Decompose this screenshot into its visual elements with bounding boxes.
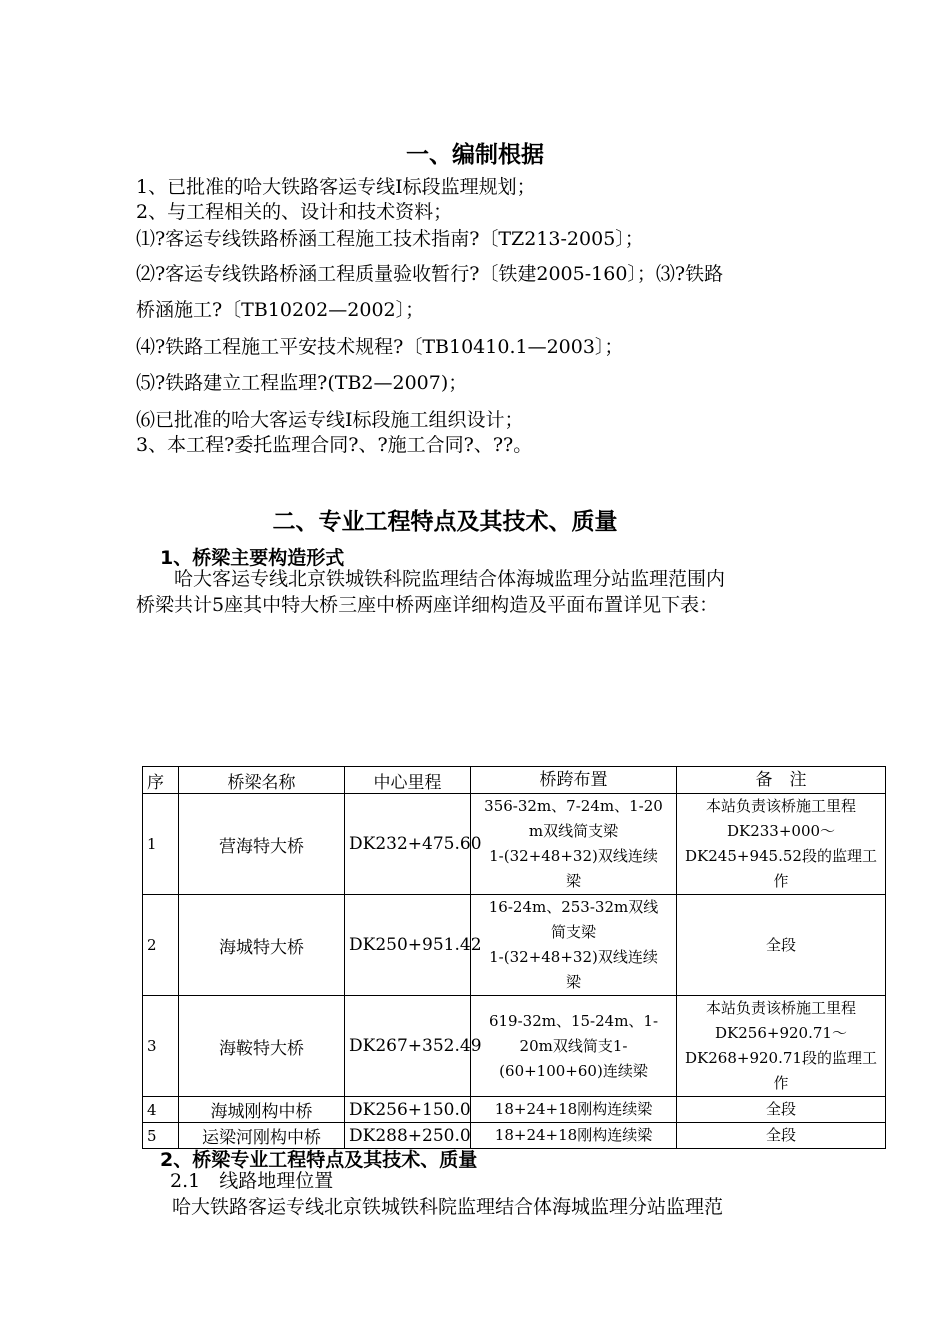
basis-line-4: ⑵?客运专线铁路桥涵工程质量验收暂行?〔铁建2005-160〕；⑶?铁路 bbox=[136, 263, 724, 285]
span-line: 1-(32+48+32)双线连续 bbox=[489, 948, 658, 966]
row-mileage: DK256+150.0 bbox=[345, 1097, 471, 1123]
section1-title: 一、编制根据 bbox=[406, 142, 544, 168]
row-span bbox=[471, 794, 677, 895]
header-mileage: 中心里程 bbox=[345, 767, 471, 794]
note-line: DK256+920.71～ bbox=[715, 1024, 847, 1042]
table-row bbox=[143, 1097, 886, 1123]
subheading-bridge-features: 2、桥梁专业工程特点及其技术、质量 bbox=[160, 1149, 478, 1171]
note-line: DK268+920.71段的监理工 bbox=[685, 1049, 877, 1067]
span-line: 16-24m、253-32m双线 bbox=[488, 898, 659, 916]
row-note bbox=[677, 895, 886, 996]
basis-line-9: 3、本工程?委托监理合同?、?施工合同?、??。 bbox=[136, 434, 533, 456]
bridge-intro-line-1: 哈大客运专线北京铁城铁科院监理结合体海城监理分站监理范围内 bbox=[174, 568, 726, 590]
note-line: DK233+000～ bbox=[726, 822, 836, 840]
row-name: 海城特大桥 bbox=[179, 895, 345, 996]
span-line: m双线简支梁 bbox=[528, 822, 619, 840]
row-mileage: DK267+352.49 bbox=[345, 996, 471, 1097]
table-row bbox=[143, 895, 886, 996]
subheading-route-location: 2.1 线路地理位置 bbox=[170, 1170, 334, 1192]
row-span bbox=[471, 895, 677, 996]
span-line: 梁 bbox=[565, 973, 581, 991]
route-location-line-1: 哈大铁路客运专线北京铁城铁科院监理结合体海城监理分站监理范 bbox=[172, 1196, 724, 1218]
table-row bbox=[143, 794, 886, 895]
span-line: 356-32m、7-24m、1-20 bbox=[484, 797, 663, 815]
row-note bbox=[677, 996, 886, 1097]
row-span: 18+24+18刚构连续梁 bbox=[471, 1123, 677, 1149]
note-line: 本站负责该桥施工里程 bbox=[705, 797, 856, 815]
row-no: 4 bbox=[143, 1097, 179, 1123]
row-mileage: DK232+475.60 bbox=[345, 794, 471, 895]
table-header-row bbox=[143, 767, 886, 794]
header-span: 桥跨布置 bbox=[471, 767, 677, 794]
row-mileage: DK288+250.0 bbox=[345, 1123, 471, 1149]
row-name: 营海特大桥 bbox=[179, 794, 345, 895]
basis-line-2: 2、与工程相关的、设计和技术资料； bbox=[136, 201, 453, 223]
basis-line-3: ⑴?客运专线铁路桥涵工程施工技术指南?〔TZ213-2005〕； bbox=[136, 228, 644, 250]
span-line: 梁 bbox=[565, 872, 581, 890]
span-line: 20m双线简支1- bbox=[519, 1036, 628, 1055]
row-name: 海城刚构中桥 bbox=[179, 1097, 345, 1123]
row-span: 18+24+18刚构连续梁 bbox=[471, 1097, 677, 1123]
note-line: 作 bbox=[773, 1074, 789, 1092]
bridge-table bbox=[142, 766, 886, 1149]
row-name: 运梁河刚构中桥 bbox=[179, 1123, 345, 1149]
subheading-bridge-structure: 1、桥梁主要构造形式 bbox=[160, 547, 345, 569]
basis-line-8: ⑹已批准的哈大客运专线Ⅰ标段施工组织设计； bbox=[136, 409, 524, 431]
bridge-intro-line-2: 桥梁共计5座其中特大桥三座中桥两座详细构造及平面布置详见下表： bbox=[136, 594, 719, 616]
span-line: 简支梁 bbox=[550, 923, 596, 941]
span-line: 1-(32+48+32)双线连续 bbox=[489, 847, 658, 865]
row-name: 海鞍特大桥 bbox=[179, 996, 345, 1097]
note-line: 本站负责该桥施工里程 bbox=[705, 999, 856, 1017]
row-no: 1 bbox=[143, 794, 179, 895]
header-no: 序 bbox=[143, 767, 179, 794]
note-line: DK245+945.52段的监理工 bbox=[685, 847, 877, 865]
note-line: 作 bbox=[773, 872, 789, 890]
basis-line-5: 桥涵施工?〔TB10202—2002〕； bbox=[136, 299, 425, 321]
row-no: 3 bbox=[143, 996, 179, 1097]
span-line: (60+100+60)连续梁 bbox=[499, 1061, 648, 1080]
row-note bbox=[677, 794, 886, 895]
row-note: 全段 bbox=[677, 1123, 886, 1149]
row-span bbox=[471, 996, 677, 1097]
section2-title: 二、专业工程特点及其技术、质量 bbox=[272, 509, 618, 535]
basis-line-7: ⑸?铁路建立工程监理?(TB2—2007)； bbox=[136, 372, 468, 394]
header-name: 桥梁名称 bbox=[179, 767, 345, 794]
row-mileage: DK250+951.42 bbox=[345, 895, 471, 996]
basis-line-6: ⑷?铁路工程施工平安技术规程?〔TB10410.1—2003〕； bbox=[136, 336, 624, 358]
basis-line-1: 1、已批准的哈大铁路客运专线Ⅰ标段监理规划； bbox=[136, 176, 536, 198]
row-no: 5 bbox=[143, 1123, 179, 1149]
table-row bbox=[143, 996, 886, 1097]
row-no: 2 bbox=[143, 895, 179, 996]
header-note: 备 注 bbox=[677, 767, 886, 794]
span-line: 619-32m、15-24m、1- bbox=[488, 1011, 659, 1030]
note-line: 全段 bbox=[765, 935, 796, 954]
row-note: 全段 bbox=[677, 1097, 886, 1123]
